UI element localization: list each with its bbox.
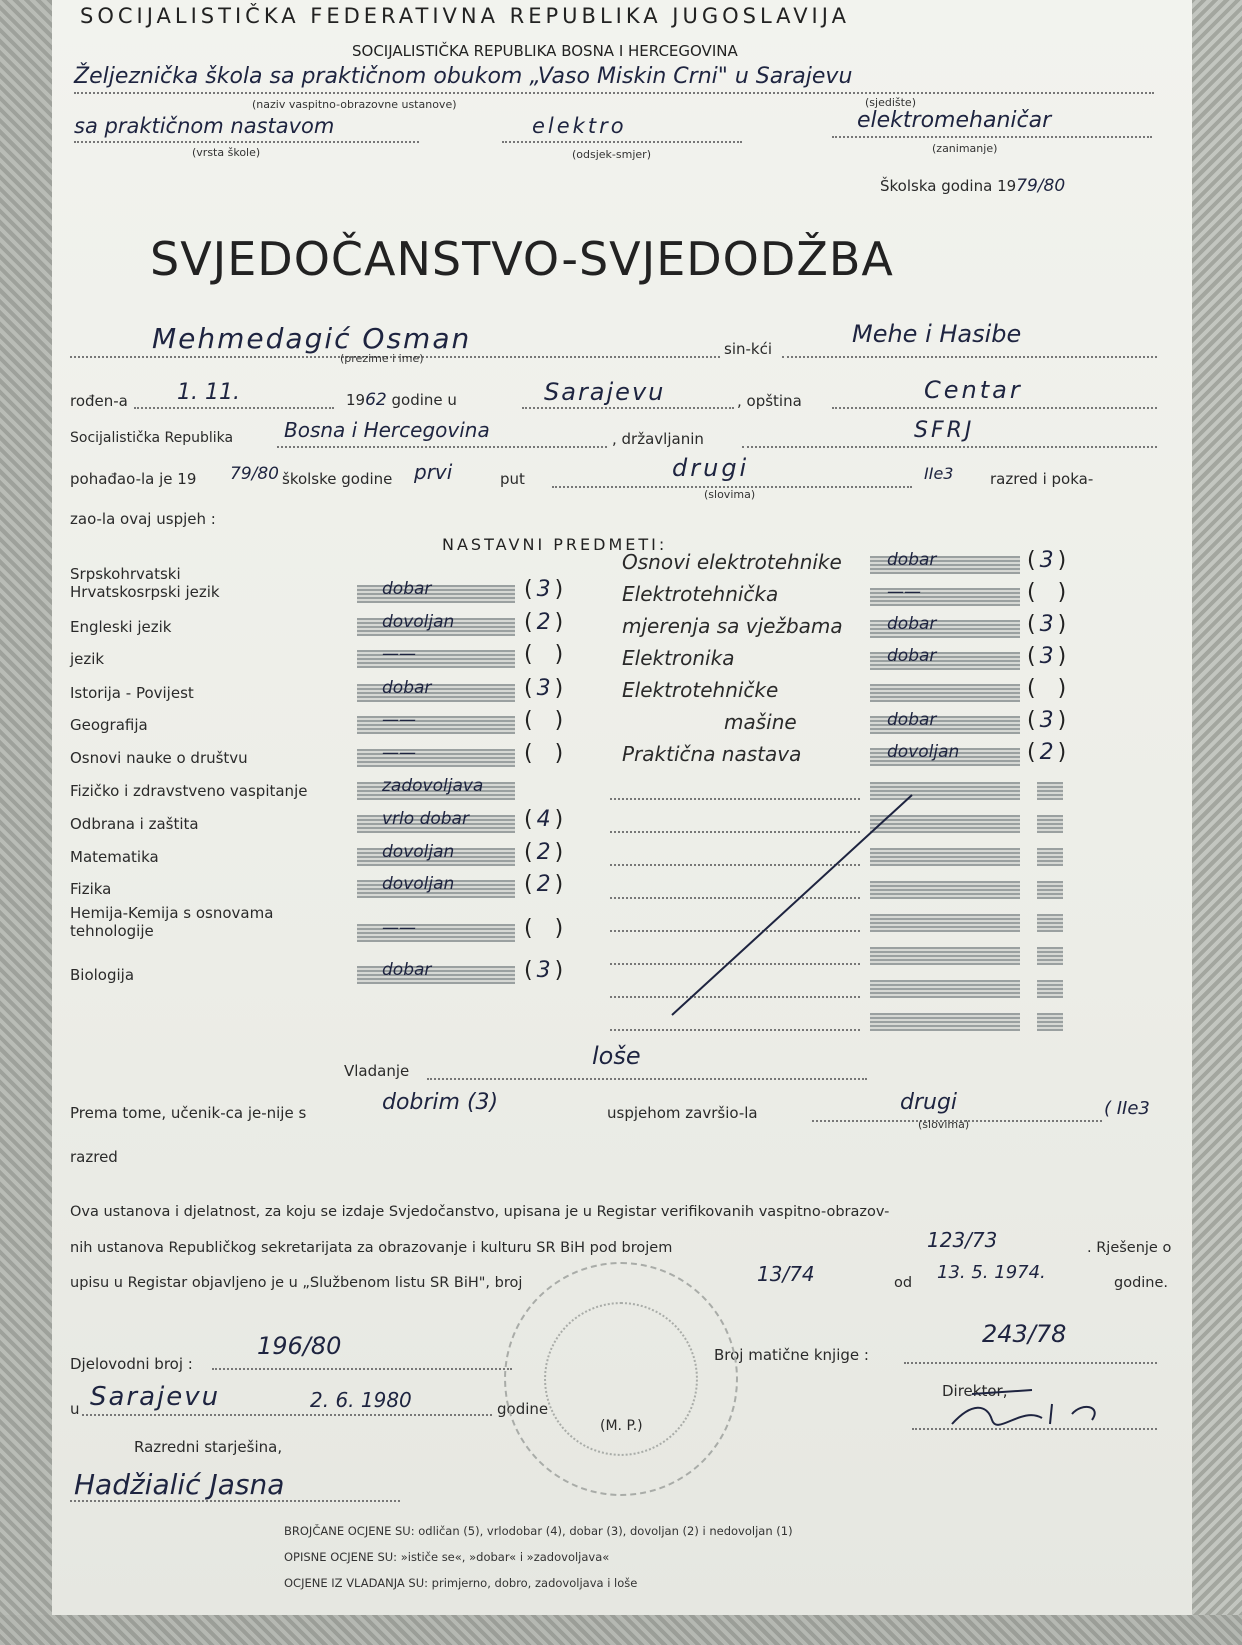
subject-left-grade-box [357,585,515,603]
subject-left-name: Osnovi nauke o društvu [70,749,248,767]
registry-line-2: nih ustanova Republičkog sekretarijata za obrazovanje i kulturu SR BiH pod brojem [70,1240,673,1256]
republic-dotted-line [277,446,607,448]
decorative-border-left [0,0,52,1645]
empty-row-number-box [1037,980,1063,998]
grade-number-value: 3 [1039,548,1054,573]
subject-left-grade-number: ( 2 ) [524,872,564,897]
profession-dotted-line [832,136,1152,138]
subject-left-grade-box [357,749,515,767]
subject-left-grade-text: dovoljan [382,612,455,632]
subject-left-grade-number: ( 3 ) [524,958,564,983]
subject-left-grade-number: ( 4 ) [524,807,564,832]
time-value: prvi [414,460,453,484]
attended-label: pohađao-la je 19 [70,470,197,488]
grade-number-value: 3 [1039,612,1054,637]
issue-date-year: 80 [386,1388,412,1412]
subject-right-grade-number: ( ) [1027,676,1067,701]
empty-row-number-box [1037,782,1063,800]
subject-left-grade-box [357,650,515,668]
subject-left-grade-number: ( 2 ) [524,610,564,635]
subject-left-grade-number: ( ) [524,708,564,733]
subject-right-grade-number: ( 2 ) [1027,740,1067,765]
legend-conduct: OCJENE IZ VLADANJA SU: primjerno, dobro, zadovoljava i loše [284,1576,638,1590]
certificate-page [52,0,1192,1615]
subject-left-grade-number: ( ) [524,916,564,941]
subject-left-grade-text: dovoljan [382,874,455,894]
subject-right-grade-number: ( ) [1027,580,1067,605]
school-type-value: sa praktičnom nastavom [74,114,335,138]
subject-left-name: Srpskohrvatski Hrvatskosrpski jezik [70,565,220,601]
school-type-dotted-line [74,141,419,143]
empty-row-number-box [1037,881,1063,899]
result-tail: razred [70,1148,118,1166]
country-heading: SOCIJALISTIČKA FEDERATIVNA REPUBLIKA JUGOSLAVIJA [80,4,850,28]
profession-caption: (zanimanje) [932,142,998,155]
subject-left-grade-number: ( 3 ) [524,577,564,602]
empty-row-number-box [1037,815,1063,833]
issue-date-day: 2. 6. 19 [310,1388,387,1412]
name-caption: (prezime i ime) [340,352,424,365]
registry-line-2-end: . Rješenje o [1087,1240,1172,1256]
result-class-words: drugi [900,1090,958,1115]
shown-label: zao-la ovaj uspjeh : [70,510,216,528]
institution-dotted-line [74,92,1154,94]
register-dotted-line [904,1362,1157,1364]
parents-value: Mehe i Hasibe [852,320,1022,348]
gazette-godine: godine. [1114,1275,1169,1291]
stamp-label: (M. P.) [600,1418,643,1434]
republic-label: Socijalistička Republika [70,430,234,446]
gazette-number: 13/74 [757,1262,815,1286]
empty-row-number-box [1037,947,1063,965]
attended-year: 79/80 [230,464,279,484]
citizen-label: , državljanin [612,430,704,448]
subject-left-name: Hemija-Kemija s osnovama tehnologije [70,904,274,940]
class-words: drugi [672,454,750,482]
conduct-value: loše [592,1042,641,1070]
conduct-label: Vladanje [344,1062,410,1080]
subject-right-grade-text: dobar [887,550,937,570]
department-caption: (odsjek-smjer) [572,148,651,161]
subject-right-name: Elektrotehničke [622,678,779,702]
subject-left-grade-number: ( 2 ) [524,840,564,865]
grade-number-value: 3 [536,958,551,983]
subject-left-name: Biologija [70,966,135,984]
issue-date [310,1388,412,1412]
birth-place-dotted-line [522,407,734,409]
school-year-value: 79/80 [1016,176,1066,196]
conduct-dotted-line [427,1078,867,1080]
subject-right-name: mjerenja sa vježbama [622,614,843,638]
grade-number-value: 2 [1039,740,1054,765]
subject-right-grade-text: —— [887,582,921,602]
subject-right-name: Praktična nastava [622,742,802,766]
empty-row-number-box [1037,1013,1063,1031]
subject-right-name: mašine [724,710,797,734]
subject-left-name: Matematika [70,848,159,866]
director-signature [932,1384,1132,1434]
seat-caption: (sjedište) [865,96,916,109]
subject-right-grade-text: dobar [887,614,937,634]
birth-year-value: 62 [365,390,387,410]
school-type-caption: (vrsta škole) [192,146,261,159]
school-year-label: Školska godina 19 [880,177,1017,195]
subject-left-name: Fizičko i zdravstveno vaspitanje [70,782,308,800]
class-tail: razred i poka- [990,470,1094,488]
register-number: 243/78 [982,1320,1067,1348]
grade-number-value: 2 [536,872,551,897]
grade-number-value: 3 [536,676,551,701]
subject-right-grade-text: dobar [887,646,937,666]
legend-numeric: BROJČANE OCJENE SU: odličan (5), vrlodobar (4), dobar (3), dovoljan (2) i nedovoljan (1) [284,1524,793,1538]
birth-year [346,390,457,410]
birth-year-suffix: godine u [391,391,457,409]
result-prefix: Prema tome, učenik-ca je-nije s [70,1104,307,1122]
profession-value: elektromehaničar [857,108,1052,133]
subject-right-grade-box [870,684,1020,702]
subject-right-grade-text: dovoljan [887,742,960,762]
place-date-dotted-line [82,1414,492,1416]
result-value: dobrim (3) [382,1090,499,1115]
municipality-dotted-line [832,407,1157,409]
born-label: rođen-a [70,392,128,410]
empty-row-number-box [1037,914,1063,932]
institution-caption: (naziv vaspitno-obrazovne ustanove) [252,98,457,111]
office-number-label: Djelovodni broj : [70,1355,193,1373]
institution-value: Željeznička škola sa praktičnom obukom „Vaso Miskin Crni" u Sarajevu [74,64,853,89]
director-label: Direktor, [942,1382,1008,1400]
subject-left-name: jezik [70,650,105,668]
grade-number-value: 4 [536,807,551,832]
grade-number-value: 2 [536,840,551,865]
subject-left-grade-text: vrlo dobar [382,809,469,829]
son-label: sin-kći [724,340,773,358]
class-caption: (slovima) [704,488,756,501]
subject-left-name: Odbrana i zaštita [70,815,199,833]
subject-left-grade-text: dobar [382,678,432,698]
legend-descriptive: OPISNE OCJENE SU: »ističe se«, »dobar« i »zadovoljava« [284,1550,610,1564]
class-roman: IIe3 [924,464,954,483]
empty-rows-strike [662,790,922,1020]
subject-left-name: Fizika [70,880,112,898]
class-teacher-dotted-line [70,1500,400,1502]
school-year [880,176,1065,196]
municipality-label: , opština [737,392,802,410]
birth-date-dotted-line [134,407,334,409]
director-dotted-line [912,1428,1157,1430]
registry-number: 123/73 [927,1228,998,1252]
subject-left-grade-text: —— [382,918,416,938]
subject-left-name: Istorija - Povijest [70,684,194,702]
subject-left-grade-text: dovoljan [382,842,455,862]
subject-left-grade-box [357,966,515,984]
subject-right-name: Elektrotehnička [622,582,779,606]
subject-left-grade-text: dobar [382,960,432,980]
class-teacher-signature: Hadžialić Jasna [74,1468,285,1501]
subject-right-name: Osnovi elektrotehnike [622,550,842,574]
subject-left-grade-box [357,684,515,702]
grade-number-value: 3 [1039,708,1054,733]
class-teacher-label: Razredni starješina, [134,1438,283,1456]
registry-line-1: Ova ustanova i djelatnost, za koju se izdaje Svjedočanstvo, upisana je u Registar verifikovanih vaspitno-obrazov- [70,1204,890,1220]
citizenship-dotted-line [742,446,1157,448]
grade-number-value: 3 [1039,644,1054,669]
subjects-heading: NASTAVNI PREDMETI: [442,535,668,554]
school-year-text: školske godine [282,470,393,488]
department-dotted-line [502,141,742,143]
subject-left-grade-number: ( 3 ) [524,676,564,701]
put-label: put [500,470,525,488]
subject-left-grade-text: —— [382,710,416,730]
certificate-title: SVJEDOČANSTVO-SVJEDODŽBA [150,232,894,286]
subject-left-grade-number: ( ) [524,642,564,667]
result-class-caption: (slovima) [918,1118,970,1131]
parents-dotted-line [782,356,1157,358]
republic-heading: SOCIJALISTIČKA REPUBLIKA BOSNA I HERCEGOVINA [352,42,738,60]
subject-right-grade-number: ( 3 ) [1027,644,1067,669]
subject-left-grade-box [357,924,515,942]
subject-left-grade-text: —— [382,743,416,763]
birth-date: 1. 11. [177,380,240,405]
subject-left-name: Engleski jezik [70,618,172,636]
subject-right-grade-number: ( 3 ) [1027,612,1067,637]
subject-left-grade-text: dobar [382,579,432,599]
subject-left-name: Geografija [70,716,148,734]
subject-left-grade-box [357,716,515,734]
subject-right-grade-number: ( 3 ) [1027,548,1067,573]
place-prefix: u [70,1400,80,1418]
office-dotted-line [212,1368,512,1370]
municipality-value: Centar [924,376,1023,404]
place: Sarajevu [90,1382,221,1412]
subject-right-name: Elektronika [622,646,735,670]
subject-left-grade-text: zadovoljava [382,776,484,796]
gazette-od: od [894,1275,913,1291]
result-middle: uspjehom završio-la [607,1104,758,1122]
republic-value: Bosna i Hercegovina [284,418,490,442]
empty-row-number-box [1037,848,1063,866]
student-name-value: Mehmedagić Osman [152,322,472,355]
result-class-roman: ( IIe3 [1104,1098,1150,1119]
birth-year-label: 19 [346,391,366,409]
department-value: elektro [532,114,627,138]
subject-left-grade-text: —— [382,644,416,664]
subject-right-grade-number: ( 3 ) [1027,708,1067,733]
subject-left-grade-number: ( ) [524,741,564,766]
date-suffix: godine [497,1400,549,1418]
registry-line-3: upisu u Registar objavljeno je u „Službenom listu SR BiH", broj [70,1275,523,1291]
empty-row-line [610,1029,860,1031]
office-number: 196/80 [257,1332,342,1360]
subject-right-grade-text: dobar [887,710,937,730]
birth-place: Sarajevu [544,378,666,406]
decorative-border-bottom [0,1615,1242,1645]
citizenship-value: SFRJ [914,418,975,443]
grade-number-value: 3 [536,577,551,602]
grade-number-value: 2 [536,610,551,635]
register-number-label: Broj matične knjige : [714,1346,869,1364]
gazette-date: 13. 5. 1974. [937,1262,1046,1283]
